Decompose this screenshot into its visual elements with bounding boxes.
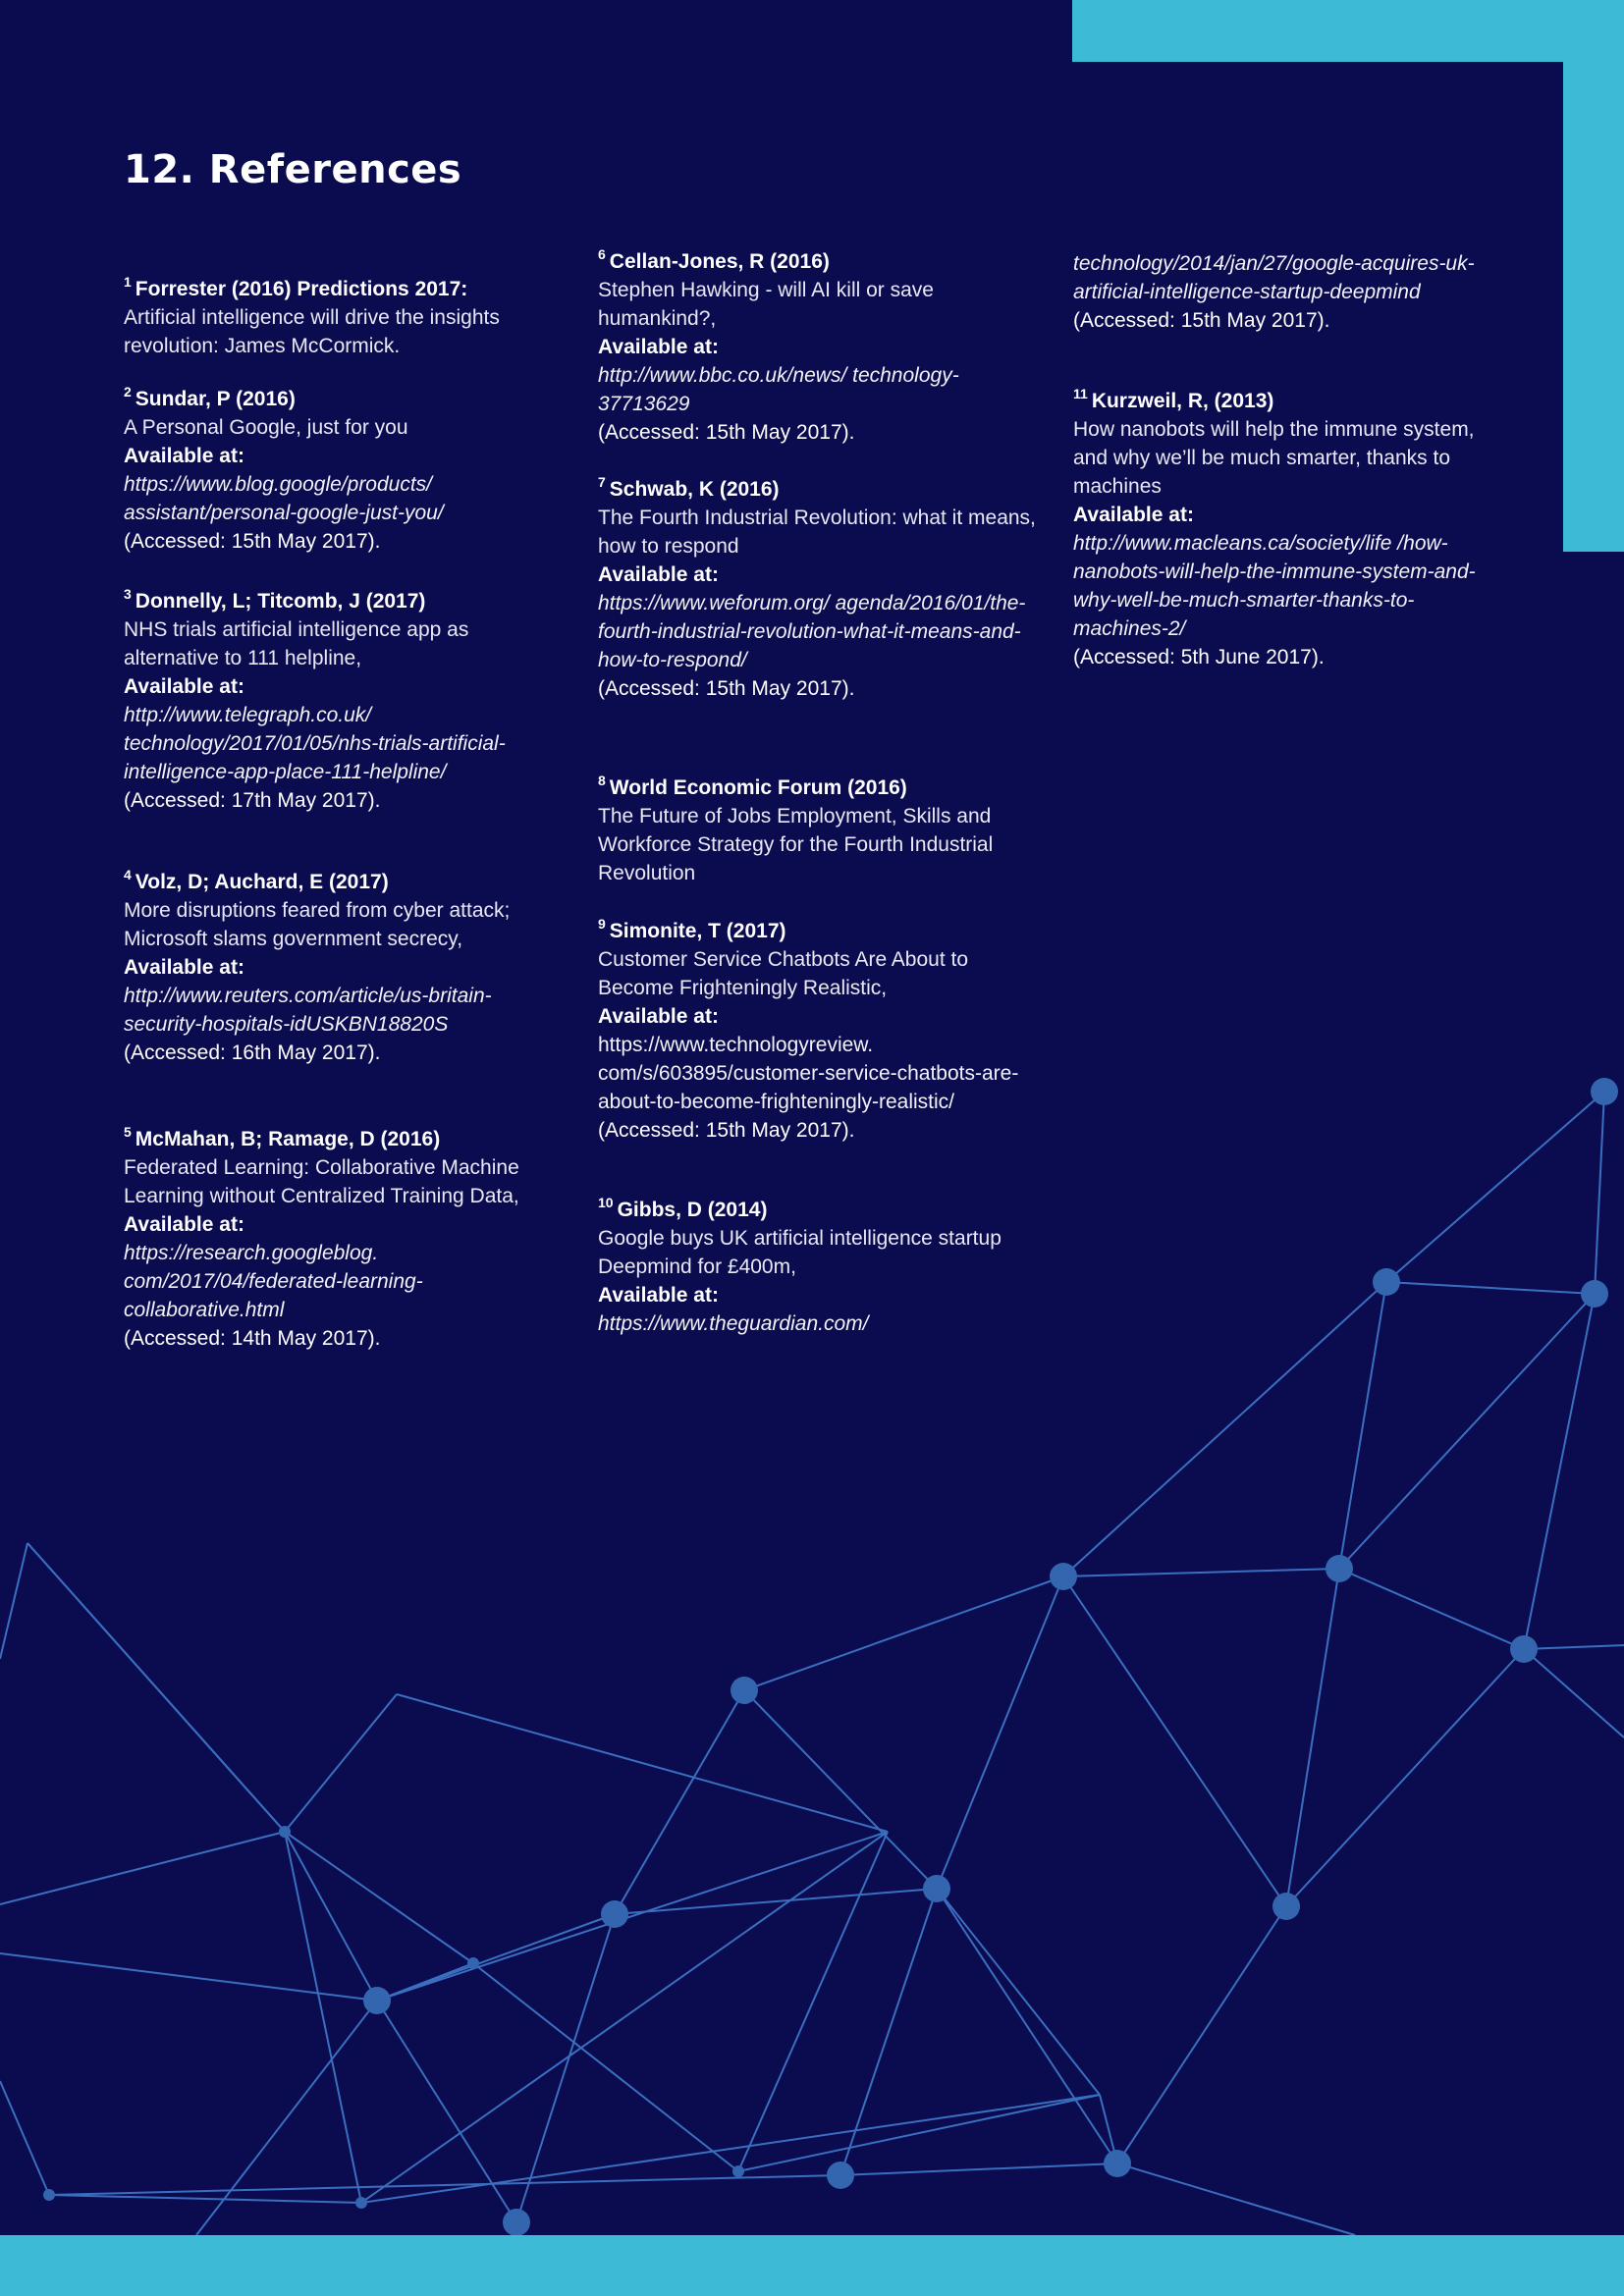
available-label: Available at: — [598, 336, 719, 358]
network-node — [503, 2209, 530, 2236]
network-node — [355, 2197, 367, 2209]
reference-head: $^3$ Donnelly, L; Titcomb, J (2017) — [124, 586, 426, 613]
network-line — [49, 2175, 840, 2195]
reference-11 — [1073, 387, 1495, 671]
network-node — [1373, 1268, 1400, 1296]
reference-title: More disruptions feared from cyber attack; Microsoft slams government secrecy, — [124, 899, 511, 950]
reference-accessed: (Accessed: 5th June 2017). — [1073, 646, 1325, 668]
network-line — [1524, 1645, 1624, 1649]
reference-url[interactable]: https://www.blog.google/products/ assistant/personal-google-just-you/ — [124, 473, 444, 524]
available-label: Available at: — [1073, 504, 1194, 526]
network-line — [1286, 1569, 1339, 1906]
reference-4 — [124, 868, 566, 1067]
reference-10 — [598, 1196, 1040, 1338]
reference-head: $^7$ Schwab, K (2016) — [598, 474, 780, 501]
available-label: Available at: — [124, 1213, 244, 1236]
reference-head: $^4$ Volz, D; Auchard, E (2017) — [124, 867, 389, 893]
available-label: Available at: — [598, 1284, 719, 1307]
reference-6 — [598, 247, 1040, 447]
reference-title: Google buys UK artificial intelligence startup Deepmind for £400m, — [598, 1227, 1001, 1278]
network-node — [732, 2165, 744, 2177]
reference-accessed: (Accessed: 16th May 2017). — [124, 1041, 381, 1064]
network-node — [923, 1875, 950, 1902]
network-line — [285, 1832, 361, 2203]
network-node — [43, 2189, 55, 2201]
reference-accessed: (Accessed: 17th May 2017). — [124, 789, 381, 812]
reference-title: A Personal Google, just for you — [124, 416, 408, 439]
network-line — [1286, 1649, 1524, 1906]
reference-url[interactable]: https://www.technologyreview. com/s/603895/customer-service-chatbots-are-about-to-become-frighteningly-realistic/ — [598, 1034, 1019, 1113]
reference-head: $^9$ Simonite, T (2017) — [598, 916, 786, 942]
network-line — [1117, 1906, 1286, 2163]
reference-head: $^8$ World Economic Forum (2016) — [598, 773, 907, 799]
network-line — [1063, 1282, 1386, 1576]
reference-3 — [124, 587, 566, 815]
network-line — [0, 1543, 27, 1659]
network-line — [1524, 1649, 1624, 1737]
reference-accessed: (Accessed: 14th May 2017). — [124, 1327, 381, 1350]
network-node — [1581, 1280, 1608, 1308]
reference-url[interactable]: https://www.weforum.org/ agenda/2016/01/the-fourth-industrial-revolution-what-it-means-and-how-to-respond/ — [598, 592, 1026, 671]
network-line — [473, 1963, 738, 2171]
network-line — [285, 1694, 397, 1832]
network-line — [27, 1543, 285, 1832]
reference-url[interactable]: http://www.reuters.com/article/us-britain-security-hospitals-idUSKBN18820S — [124, 985, 492, 1036]
accent-bar-bottom — [0, 2235, 1624, 2296]
network-node — [827, 2162, 854, 2189]
reference-accessed: (Accessed: 15th May 2017). — [598, 1119, 855, 1142]
network-node — [1272, 1893, 1300, 1920]
network-line — [361, 1832, 888, 2203]
network-node — [731, 1677, 758, 1704]
reference-5 — [124, 1125, 566, 1353]
reference-title: Artificial intelligence will drive the insights revolution: James McCormick. — [124, 306, 500, 357]
reference-title: The Future of Jobs Employment, Skills and Workforce Strategy for the Fourth Industrial Revolution — [598, 805, 994, 884]
reference-title: NHS trials artificial intelligence app as alternative to 111 helpline, — [124, 618, 469, 669]
network-line — [49, 2195, 361, 2203]
reference-2 — [124, 385, 566, 556]
accent-bar-top — [1072, 0, 1624, 62]
reference-url-continued[interactable]: technology/2014/jan/27/google-acquires-uk-artificial-intelligence-startup-deepmind — [1073, 252, 1475, 303]
network-line — [285, 1832, 473, 1963]
network-node — [1591, 1078, 1618, 1105]
reference-head: $^{10}$ Gibbs, D (2014) — [598, 1195, 768, 1221]
network-line — [361, 2095, 1100, 2203]
network-line — [285, 1832, 377, 2001]
reference-head: $^1$ Forrester (2016) Predictions 2017: — [124, 274, 468, 300]
network-node — [1050, 1563, 1077, 1590]
reference-9 — [598, 917, 1040, 1145]
available-label: Available at: — [124, 445, 244, 467]
reference-head: $^{11}$ Kurzweil, R, (2013) — [1073, 386, 1274, 412]
network-line — [1339, 1569, 1524, 1649]
network-node — [363, 1987, 391, 2014]
network-node — [601, 1900, 628, 1928]
reference-7 — [598, 475, 1040, 703]
network-line — [840, 2163, 1117, 2175]
reference-url[interactable]: https://www.theguardian.com/ — [598, 1312, 869, 1335]
reference-url[interactable]: http://www.telegraph.co.uk/ technology/2017/01/05/nhs-trials-artificial-intelligence-app-place-111-helpline/ — [124, 704, 506, 783]
network-line — [738, 2095, 1100, 2171]
page-title: 12. References — [124, 147, 462, 192]
network-line — [1063, 1569, 1339, 1576]
network-line — [937, 1889, 1100, 2095]
reference-10-continued — [1073, 249, 1495, 335]
reference-head: $^6$ Cellan-Jones, R (2016) — [598, 246, 830, 273]
reference-title: How nanobots will help the immune system, and why we’ll be much smarter, thanks to machines — [1073, 418, 1475, 498]
reference-url[interactable]: https://research.googleblog. com/2017/04/federated-learning-collaborative.html — [124, 1242, 423, 1321]
network-line — [377, 1832, 888, 2001]
reference-title: Federated Learning: Collaborative Machine Learning without Centralized Training Data, — [124, 1156, 519, 1207]
network-line — [0, 1953, 377, 2001]
network-line — [615, 1690, 744, 1914]
reference-accessed: (Accessed: 15th May 2017). — [598, 677, 855, 700]
network-line — [377, 2001, 516, 2222]
reference-8 — [598, 774, 1040, 887]
network-line — [744, 1690, 937, 1889]
network-line — [1063, 1576, 1286, 1906]
network-line — [1524, 1294, 1595, 1649]
network-node — [279, 1826, 291, 1838]
network-line — [1386, 1092, 1604, 1282]
network-line — [738, 1832, 888, 2171]
reference-accessed: (Accessed: 15th May 2017). — [1073, 309, 1330, 332]
reference-title: The Fourth Industrial Revolution: what it means, how to respond — [598, 507, 1036, 558]
network-line — [0, 1832, 285, 1904]
available-label: Available at: — [598, 563, 719, 586]
accent-bar-right — [1563, 0, 1624, 552]
available-label: Available at: — [124, 956, 244, 979]
network-node — [467, 1957, 479, 1969]
reference-title: Customer Service Chatbots Are About to Become Frighteningly Realistic, — [598, 948, 969, 999]
network-line — [516, 1914, 615, 2222]
reference-1 — [124, 275, 566, 360]
reference-title: Stephen Hawking - will AI kill or save humankind?, — [598, 279, 934, 330]
network-node — [1326, 1555, 1353, 1582]
reference-url[interactable]: http://www.macleans.ca/society/life /how-nanobots-will-help-the-immune-system-and-why-well-be-much-smarter-thanks-to-machines-2/ — [1073, 532, 1476, 640]
network-node — [1510, 1635, 1538, 1663]
reference-accessed: (Accessed: 15th May 2017). — [598, 421, 855, 444]
network-line — [937, 1889, 1117, 2163]
network-line — [1595, 1092, 1604, 1294]
available-label: Available at: — [124, 675, 244, 698]
network-node — [1104, 2150, 1131, 2177]
reference-head: $^2$ Sundar, P (2016) — [124, 384, 296, 410]
network-line — [937, 1576, 1063, 1889]
network-line — [1117, 2163, 1355, 2235]
reference-head: $^5$ McMahan, B; Ramage, D (2016) — [124, 1124, 441, 1150]
network-line — [744, 1576, 1063, 1690]
network-line — [0, 2081, 49, 2195]
network-line — [1386, 1282, 1595, 1294]
reference-accessed: (Accessed: 15th May 2017). — [124, 530, 381, 553]
reference-url[interactable]: http://www.bbc.co.uk/news/ technology-37713629 — [598, 364, 959, 415]
available-label: Available at: — [598, 1005, 719, 1028]
